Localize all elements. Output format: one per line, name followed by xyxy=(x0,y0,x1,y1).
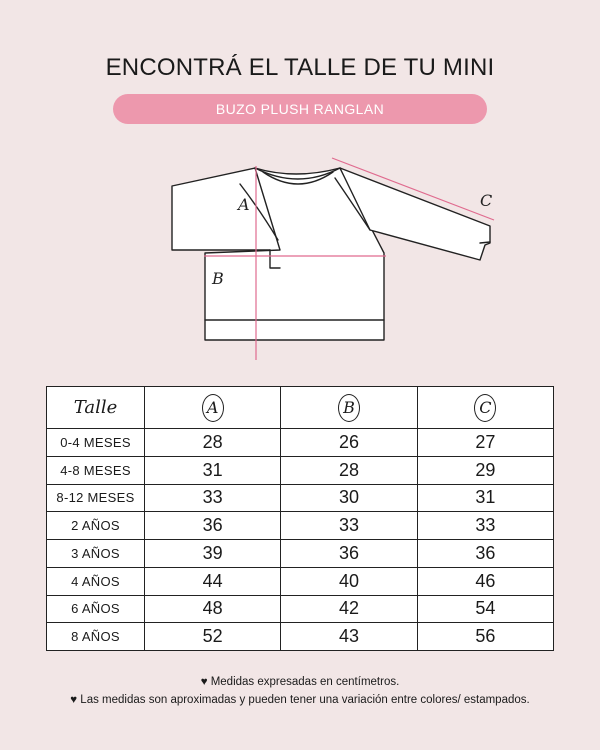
value-c: 46 xyxy=(417,567,553,595)
size-cell: 6 AÑOS xyxy=(47,595,145,623)
table-row xyxy=(47,540,554,568)
size-cell: 4-8 MESES xyxy=(47,456,145,484)
table-row xyxy=(47,429,554,457)
note-units: ♥ Medidas expresadas en centímetros. xyxy=(200,676,400,688)
value-c: 56 xyxy=(417,623,553,651)
value-c: 33 xyxy=(417,512,553,540)
value-b: 30 xyxy=(281,484,417,512)
value-b: 33 xyxy=(281,512,417,540)
value-c: 29 xyxy=(417,456,553,484)
label-a: A xyxy=(238,195,250,214)
value-c: 36 xyxy=(417,540,553,568)
value-b: 28 xyxy=(281,456,417,484)
value-b: 40 xyxy=(281,567,417,595)
value-a: 33 xyxy=(145,484,281,512)
size-cell: 4 AÑOS xyxy=(47,567,145,595)
table-row xyxy=(47,595,554,623)
size-table xyxy=(46,386,554,651)
table-row xyxy=(47,456,554,484)
value-a: 52 xyxy=(145,623,281,651)
size-cell: 8 AÑOS xyxy=(47,623,145,651)
header-b: B xyxy=(281,387,417,429)
table-row xyxy=(47,512,554,540)
size-cell: 2 AÑOS xyxy=(47,512,145,540)
value-a: 36 xyxy=(145,512,281,540)
size-cell: 0-4 MESES xyxy=(47,429,145,457)
value-b: 36 xyxy=(281,540,417,568)
page-title: ENCONTRÁ EL TALLE DE TU MINI xyxy=(105,54,495,81)
value-a: 31 xyxy=(145,456,281,484)
value-b: 43 xyxy=(281,623,417,651)
note-variation: ♥ Las medidas son aproximadas y pueden tener una variación entre colores/ estampados. xyxy=(70,694,530,706)
table-row xyxy=(47,484,554,512)
table-row xyxy=(47,567,554,595)
size-cell: 8-12 MESES xyxy=(47,484,145,512)
value-b: 42 xyxy=(281,595,417,623)
label-b: B xyxy=(212,269,224,288)
value-a: 44 xyxy=(145,567,281,595)
label-c: C xyxy=(480,191,493,210)
value-c: 27 xyxy=(417,429,553,457)
size-cell: 3 AÑOS xyxy=(47,540,145,568)
value-c: 54 xyxy=(417,595,553,623)
value-a: 39 xyxy=(145,540,281,568)
value-c: 31 xyxy=(417,484,553,512)
header-a: A xyxy=(145,387,281,429)
table-header-row xyxy=(47,387,554,429)
value-a: 28 xyxy=(145,429,281,457)
value-b: 26 xyxy=(281,429,417,457)
table-row xyxy=(47,623,554,651)
header-c: C xyxy=(417,387,553,429)
header-size: Talle xyxy=(47,387,145,429)
value-a: 48 xyxy=(145,595,281,623)
product-name-badge: BUZO PLUSH RANGLAN xyxy=(113,94,487,124)
footnotes xyxy=(0,673,600,709)
sweatshirt-diagram xyxy=(160,150,500,375)
